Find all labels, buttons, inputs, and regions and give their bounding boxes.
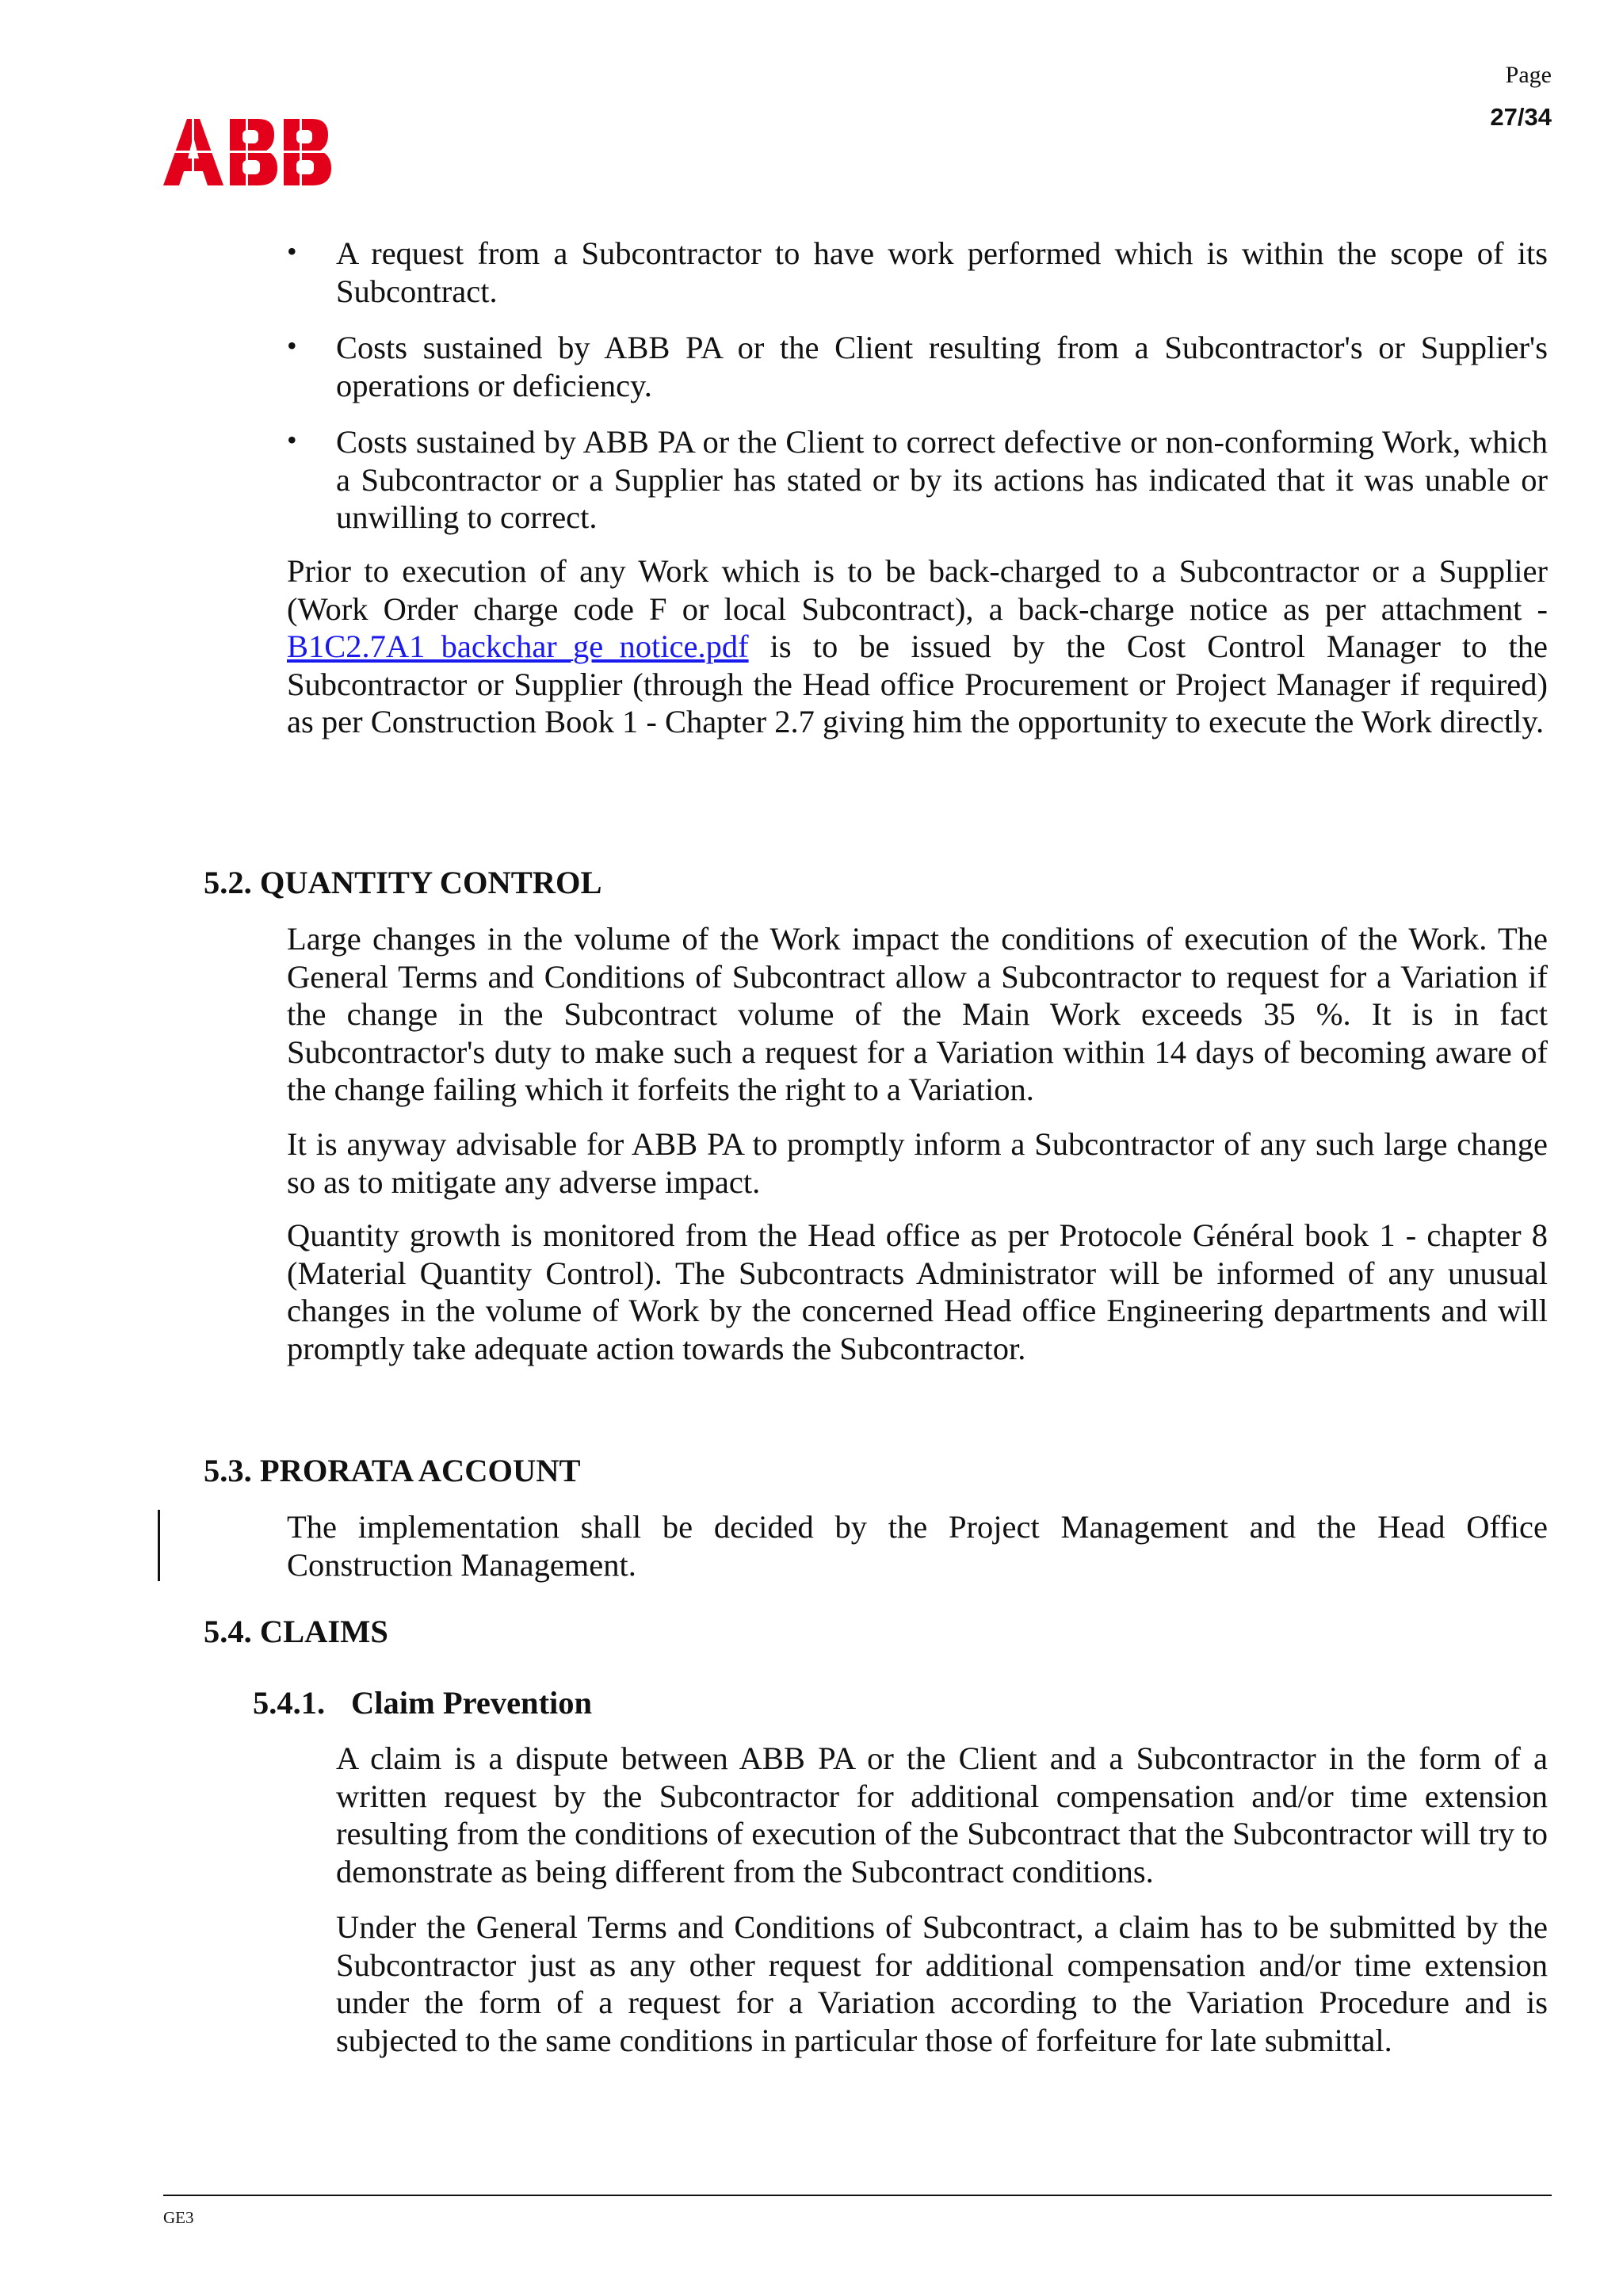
backcharge-text-start: Prior to execution of any Work which is to be back-charged to a Subcontractor or a Supplier (Work Order charge code F or local Subcontract), a back-charge notice as per attachment -: [287, 553, 1548, 627]
paragraph: It is anyway advisable for ABB PA to promptly inform a Subcontractor of any such large change so as to mitigate any adverse impact.: [287, 1126, 1548, 1200]
bullet-item: Costs sustained by ABB PA or the Client to correct defective or non-conforming Work, which a Subcontractor or a Supplier has stated or by its actions has indicated that it was unable or unwilling to correct.: [336, 424, 1548, 535]
bullet-dot-icon: •: [287, 330, 297, 361]
revision-change-bar: [158, 1510, 160, 1581]
section-heading-claims: 5.4. CLAIMS: [204, 1614, 388, 1649]
subsection-title: Claim Prevention: [351, 1685, 593, 1721]
page-number: 27/34: [1490, 103, 1552, 131]
paragraph: A claim is a dispute between ABB PA or the Client and a Subcontractor in the form of a written request by the Subcontractor for additional compensation and/or time extension resulting from the conditions of execution of the Subcontract that the Subcontractor will try to demonstrate as being different from the Subcontract conditions.: [336, 1740, 1548, 1889]
paragraph: The implementation shall be decided by the Project Management and the Head Office Construction Management.: [287, 1509, 1548, 1583]
subsection-heading-claim-prevention: [253, 1684, 592, 1721]
footer-divider: [163, 2195, 1552, 2196]
page-label: Page: [1505, 62, 1552, 88]
paragraph: Quantity growth is monitored from the Head office as per Protocole Général book 1 - chapter 8 (Material Quantity Control). The Subcontracts Administrator will be informed of any unusual changes in the volume of Work by the concerned Head office Engineering departments and will promptly take adequate action towards the Subcontractor.: [287, 1217, 1548, 1366]
footer-code: GE3: [163, 2208, 194, 2227]
section-heading-quantity-control: 5.2. QUANTITY CONTROL: [204, 865, 602, 900]
bullet-dot-icon: •: [287, 235, 297, 267]
bullet-item: A request from a Subcontractor to have work performed which is within the scope of its Subcontract.: [336, 235, 1548, 309]
subsection-number: 5.4.1.: [253, 1685, 326, 1721]
paragraph: Large changes in the volume of the Work impact the conditions of execution of the Work. The General Terms and Conditions of Subcontract allow a Subcontractor to request for a Variation if the change in the Subcontract volume of the Main Work exceeds 35 %. It is in fact Subcontractor's duty to make such a request for a Variation within 14 days of becoming aware of the change failing which it forfeits the right to a Variation.: [287, 921, 1548, 1107]
bullet-item: Costs sustained by ABB PA or the Client resulting from a Subcontractor's or Supplier's operations or deficiency.: [336, 330, 1548, 403]
backcharge-paragraph: [287, 552, 1548, 741]
paragraph: Under the General Terms and Conditions of Subcontract, a claim has to be submitted by the Subcontractor just as any other request for additional compensation and/or time extension under the form of a request for a Variation according to the Variation Procedure and is subjected to the same conditions in particular those of forfeiture for late submittal.: [336, 1909, 1548, 2058]
bullet-dot-icon: •: [287, 424, 297, 456]
backcharge-text-end: is to be issued by the Cost Control Manager to the Subcontractor or Supplier (through the Head office Procurement or Project Manager if required) as per Construction Book 1 - Chapter 2.7 giving him the opportunity to execute the Work directly.: [287, 628, 1548, 739]
backcharge-notice-link[interactable]: B1C2.7A1_backchar_ge_notice.pdf: [287, 628, 749, 664]
section-heading-prorata-account: 5.3. PRORATA ACCOUNT: [204, 1453, 581, 1488]
abb-logo: [163, 119, 331, 185]
